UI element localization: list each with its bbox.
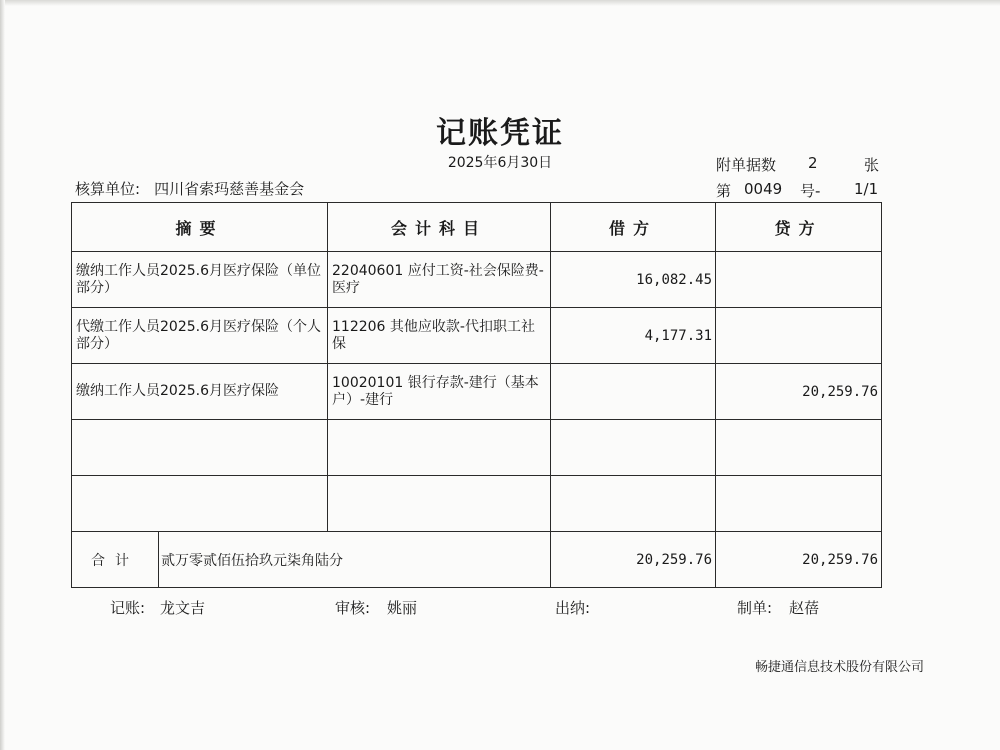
page-indicator: 1/1 — [854, 180, 879, 198]
table-row — [72, 476, 882, 532]
header-credit: 贷方 — [716, 203, 882, 252]
voucher-title: 记账凭证 — [436, 116, 564, 151]
attach-label: 附单据数 — [716, 156, 777, 174]
header-debit: 借方 — [551, 203, 716, 252]
row-account: 10020101 银行存款-建行（基本户）-建行 — [328, 364, 551, 420]
row-credit: 20,259.76 — [716, 364, 882, 420]
header-account: 会计科目 — [328, 203, 551, 252]
table-header-row — [72, 203, 882, 252]
reviewer-label: 审核: — [335, 599, 371, 617]
reviewer-name: 姚丽 — [387, 599, 418, 617]
total-row — [72, 532, 882, 588]
software-company: 畅捷通信息技术股份有限公司 — [754, 660, 924, 675]
row-summary: 缴纳工作人员2025.6月医疗保险（单位部分） — [72, 252, 328, 308]
row-credit — [716, 476, 882, 532]
table-row — [72, 308, 882, 364]
accounting-unit — [75, 178, 304, 199]
unit-name: 四川省索玛慈善基金会 — [154, 180, 305, 198]
row-account: 22040601 应付工资-社会保险费-医疗 — [328, 252, 551, 308]
row-debit: 16,082.45 — [551, 252, 716, 308]
total-label: 合计 — [72, 532, 159, 588]
table-row — [72, 252, 882, 308]
total-debit: 20,259.76 — [551, 532, 716, 588]
row-account — [328, 420, 551, 476]
row-credit — [716, 308, 882, 364]
no-value: 0049 — [744, 180, 783, 198]
attach-unit: 张 — [864, 156, 880, 174]
total-credit: 20,259.76 — [716, 532, 882, 588]
cashier-label: 出纳: — [555, 599, 591, 617]
row-account — [328, 476, 551, 532]
row-debit — [551, 476, 716, 532]
row-debit — [551, 420, 716, 476]
no-suffix: 号- — [800, 182, 821, 200]
row-debit: 4,177.31 — [551, 308, 716, 364]
row-credit — [716, 420, 882, 476]
header-summary: 摘要 — [72, 203, 328, 252]
voucher-date: 2025年6月30日 — [447, 155, 553, 171]
row-account: 112206 其他应收款-代扣职工社保 — [328, 308, 551, 364]
table-row — [72, 364, 882, 420]
row-debit — [551, 364, 716, 420]
preparer-label: 制单: — [737, 599, 773, 617]
bookkeeper-name: 龙文吉 — [160, 599, 206, 617]
row-summary: 代缴工作人员2025.6月医疗保险（个人部分） — [72, 308, 328, 364]
table-row — [72, 420, 882, 476]
row-summary: 缴纳工作人员2025.6月医疗保险 — [72, 364, 328, 420]
preparer-name: 赵蓓 — [789, 599, 820, 617]
row-credit — [716, 252, 882, 308]
row-summary — [72, 476, 328, 532]
bookkeeper-label: 记账: — [110, 599, 146, 617]
scan-edge-top — [0, 0, 1000, 6]
total-amount-in-words: 贰万零贰佰伍拾玖元柒角陆分 — [159, 532, 551, 588]
row-summary — [72, 420, 328, 476]
no-prefix: 第 — [716, 182, 732, 200]
unit-label: 核算单位: — [75, 180, 141, 198]
attach-count: 2 — [808, 154, 818, 172]
voucher-table — [71, 202, 882, 588]
